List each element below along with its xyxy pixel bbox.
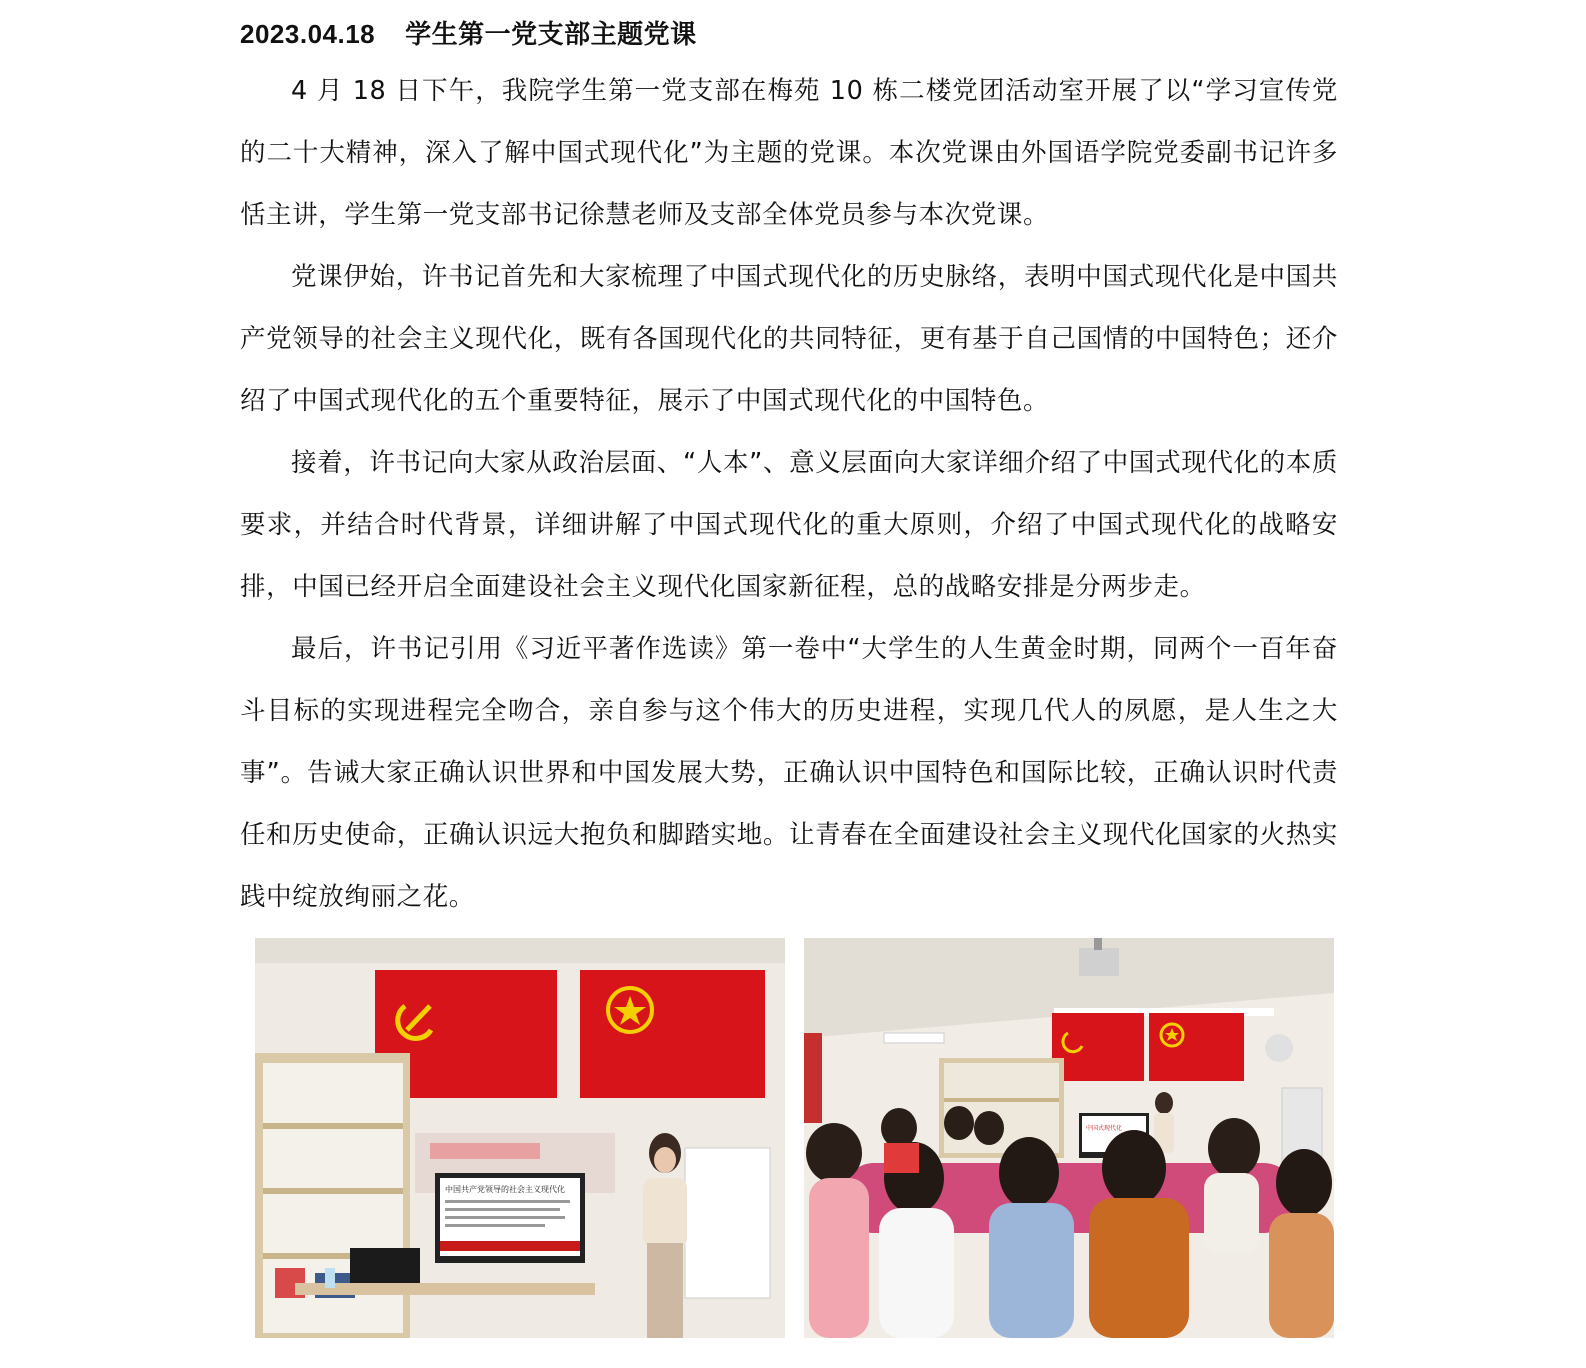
paragraph-1: 4 月 18 日下午，我院学生第一党支部在梅苑 10 栋二楼党团活动室开展了以“学习宣传党的二十大精神，深入了解中国式现代化”为主题的党课。本次党课由外国语学院党委副书记许多恬主讲，学生第一党支部书记徐慧老师及支部全体党员参与本次党课。 xyxy=(240,76,1338,230)
photo-lecture-audience xyxy=(804,938,1334,1338)
photo-lecture-presenter xyxy=(255,938,785,1338)
youth-league-flag-small xyxy=(1149,1013,1244,1081)
photo-lecture-audience-illustration xyxy=(804,938,1334,1338)
title-date: 2023.04.18 xyxy=(240,19,376,49)
title-text: 学生第一党支部主题党课 xyxy=(405,19,697,49)
photo-lecture-presenter-illustration xyxy=(255,938,785,1338)
article-body xyxy=(240,60,1338,928)
paragraph-3: 接着，许书记向大家从政治层面、“人本”、意义层面向大家详细介绍了中国式现代化的本质要求，并结合时代背景，详细讲解了中国式现代化的重大原则，介绍了中国式现代化的战略安排，中国已经开启全面建设社会主义现代化国家新征程，总的战略安排是分两步走。 xyxy=(240,448,1338,602)
projector-icon xyxy=(1079,948,1119,976)
paragraph-2: 党课伊始，许书记首先和大家梳理了中国式现代化的历史脉络，表明中国式现代化是中国共产党领导的社会主义现代化，既有各国现代化的共同特征，更有基于自己国情的中国特色；还介绍了中国式现代化的五个重要特征，展示了中国式现代化的中国特色。 xyxy=(240,262,1338,416)
screen-heading-right: 中国式现代化 xyxy=(1086,1125,1123,1132)
paragraph-4: 最后，许书记引用《习近平著作选读》第一卷中“大学生的人生黄金时期，同两个一百年奋斗目标的实现进程完全吻合，亲自参与这个伟大的历史进程，实现几代人的夙愿，是人生之大事”。告诫大家正确认识世界和中国发展大势，正确认识中国特色和国际比较，正确认识时代责任和历史使命，正确认识远大抱负和脚踏实地。让青春在全面建设社会主义现代化国家的火热实践中绽放绚丽之花。 xyxy=(240,634,1338,912)
page-title xyxy=(240,14,697,51)
screen-heading-left: 中国共产党领导的社会主义现代化 xyxy=(445,1185,565,1194)
youth-league-flag xyxy=(580,970,765,1098)
